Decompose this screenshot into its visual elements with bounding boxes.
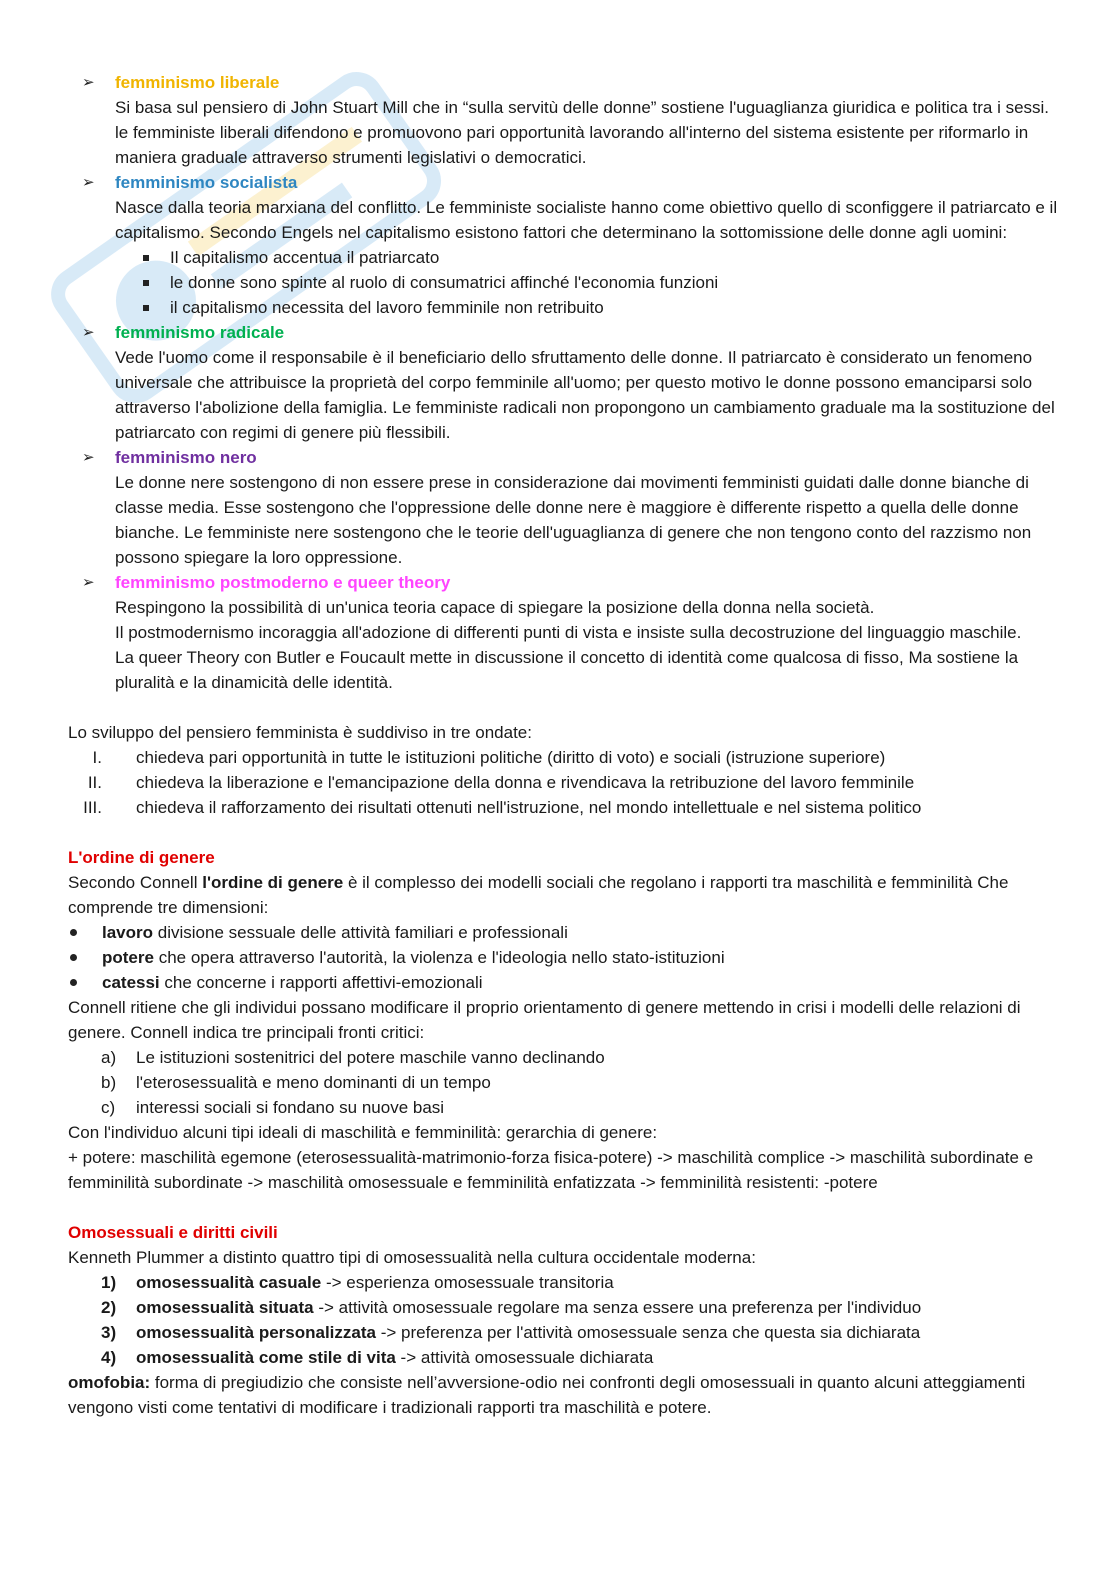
- dot-bullet-icon: [70, 979, 77, 986]
- fronts-list: [68, 1045, 1058, 1120]
- arrow-bullet-icon: ➢: [82, 324, 95, 341]
- list-item: Il capitalismo accentua il patriarcato: [170, 245, 1058, 270]
- arrow-bullet-icon: ➢: [82, 574, 95, 591]
- heading-gender-order: L'ordine di genere: [68, 848, 215, 867]
- list-item: lavoro divisione sessuale delle attività familiari e professionali: [68, 920, 1058, 945]
- arrow-bullet-icon: ➢: [82, 174, 95, 191]
- homosexuality-types-list: [68, 1270, 1058, 1370]
- list-item: 1) omosessualità casuale -> esperienza omosessuale transitoria: [101, 1273, 614, 1292]
- square-bullet-icon: [143, 280, 149, 286]
- section-paragraph: Le donne nere sostengono di non essere prese in considerazione dai movimenti femministi guidati dalle donne bianche di classe media. Esse sostengono che l'oppressione delle donne nere è maggiore è differente rispetto a quella delle donne bianche. Le femministe nere sostengono che le teorie dell'uguaglianza di genere che non tengono conto del razzismo non possono spiegare la loro oppressione.: [115, 473, 1032, 567]
- dot-bullet-icon: [70, 929, 77, 936]
- waves-intro: Lo sviluppo del pensiero femminista è suddiviso in tre ondate:: [68, 723, 532, 742]
- section-title: femminismo postmoderno e queer theory: [115, 573, 451, 592]
- paragraph: Connell ritiene che gli individui possano modificare il proprio orientamento di genere mettendo in crisi i modelli delle relazioni di genere. Connell indica tre principali fronti critici:: [68, 998, 1021, 1042]
- civil-rights-intro: Kenneth Plummer a distinto quattro tipi di omosessualità nella cultura occidentale moderna:: [68, 1248, 756, 1267]
- list-item: il capitalismo necessita del lavoro femminile non retribuito: [170, 295, 1058, 320]
- heading-civil-rights: Omosessuali e diritti civili: [68, 1223, 278, 1242]
- list-item: 4) omosessualità come stile di vita -> attività omosessuale dichiarata: [101, 1348, 654, 1367]
- square-bullet-icon: [143, 305, 149, 311]
- paragraph: Con l'individuo alcuni tipi ideali di maschilità e femminilità: gerarchia di genere:: [68, 1123, 658, 1142]
- section-paragraph: Respingono la possibilità di un'unica teoria capace di spiegare la posizione della donna nella società.: [115, 598, 875, 617]
- list-item: 3) omosessualità personalizzata -> preferenza per l'attività omosessuale senza che questa sia dichiarata: [101, 1323, 921, 1342]
- waves-list: [68, 745, 1058, 820]
- arrow-bullet-icon: ➢: [82, 449, 95, 466]
- list-item: 2) omosessualità situata -> attività omosessuale regolare ma senza essere una preferenza per l'individuo: [101, 1298, 922, 1317]
- section-paragraph: Si basa sul pensiero di John Stuart Mill che in “sulla servitù delle donne” sostiene l'uguaglianza giuridica e politica tra i sessi. le femministe liberali difendono e promuovono pari opportunità lavorando all'interno del sistema esistente per riformarlo in maniera graduale attraverso strumenti legislativi o democratici.: [115, 98, 1050, 167]
- arrow-bullet-icon: ➢: [82, 74, 95, 91]
- section-title: femminismo nero: [115, 448, 257, 467]
- feminism-section-liberal: [68, 70, 1058, 170]
- list-item: le donne sono spinte al ruolo di consumatrici affinché l'economia funzioni: [170, 270, 1058, 295]
- section-title: femminismo socialista: [115, 173, 298, 192]
- list-item: III. chiedeva il rafforzamento dei risultati ottenuti nell'istruzione, nel mondo intellettuale e nel sistema politico: [83, 798, 922, 817]
- feminism-section-radical: [68, 320, 1058, 445]
- dimensions-list: [68, 920, 1058, 995]
- section-title: femminismo liberale: [115, 73, 280, 92]
- dot-bullet-icon: [70, 954, 77, 961]
- paragraph: + potere: maschilità egemone (eterosessualità-matrimonio-forza fisica-potere) -> maschilità complice -> maschilità subordinate e femminilità subordinate -> maschilità omosessuale e femminilità enfatizzata -> femminilità resistenti: -potere: [68, 1148, 1034, 1192]
- section-paragraph: La queer Theory con Butler e Foucault mette in discussione il concetto di identità come qualcosa di fisso, Ma sostiene la pluralità e la dinamicità delle identità.: [115, 648, 1019, 692]
- gender-order-intro: Secondo Connell l'ordine di genere è il complesso dei modelli sociali che regolano i rapporti tra maschilità e femminilità Che comprende tre dimensioni:: [68, 873, 1009, 917]
- document-content: [68, 70, 1058, 1420]
- square-bullet-list: [115, 245, 1058, 320]
- square-bullet-icon: [143, 255, 149, 261]
- homophobia-definition: omofobia: forma di pregiudizio che consiste nell’avversione-odio nei confronti degli omosessuali in quanto alcuni atteggiamenti vengono visti come tentativi di modificare i tradizionali rapporti tra maschilità e potere.: [68, 1373, 1026, 1417]
- list-item: a) Le istituzioni sostenitrici del potere maschile vanno declinando: [101, 1048, 605, 1067]
- feminism-section-socialist: [68, 170, 1058, 320]
- section-title: femminismo radicale: [115, 323, 285, 342]
- list-item: II. chiedeva la liberazione e l'emancipazione della donna e rivendicava la retribuzione del lavoro femminile: [87, 773, 915, 792]
- section-paragraph: Il postmodernismo incoraggia all'adozione di differenti punti di vista e insiste sulla decostruzione del linguaggio maschile.: [115, 623, 1022, 642]
- list-item: catessi che concerne i rapporti affettivi-emozionali: [68, 970, 1058, 995]
- list-item: c) interessi sociali si fondano su nuove basi: [101, 1098, 445, 1117]
- section-paragraph: Vede l'uomo come il responsabile è il beneficiario dello sfruttamento delle donne. Il patriarcato è considerato un fenomeno universale che attribuisce la proprietà del corpo femminile all'uomo; per questo motivo le donne possono emanciparsi solo attraverso l'abolizione della famiglia. Le femministe radicali non propongono un cambiamento graduale ma la sostituzione del patriarcato con regimi di genere più flessibili.: [115, 348, 1055, 442]
- section-paragraph: Nasce dalla teoria marxiana del conflitto. Le femministe socialiste hanno come obiettivo quello di sconfiggere il patriarcato e il capitalismo. Secondo Engels nel capitalismo esistono fattori che determinano la sottomissione delle donne agli uomini:: [115, 198, 1058, 242]
- feminism-section-black: [68, 445, 1058, 570]
- list-item: I. chiedeva pari opportunità in tutte le istituzioni politiche (diritto di voto) e sociali (istruzione superiore): [92, 748, 886, 767]
- list-item: potere che opera attraverso l'autorità, la violenza e l'ideologia nello stato-istituzioni: [68, 945, 1058, 970]
- feminism-section-postmodern: [68, 570, 1058, 695]
- list-item: b) l'eterosessualità e meno dominanti di un tempo: [101, 1073, 491, 1092]
